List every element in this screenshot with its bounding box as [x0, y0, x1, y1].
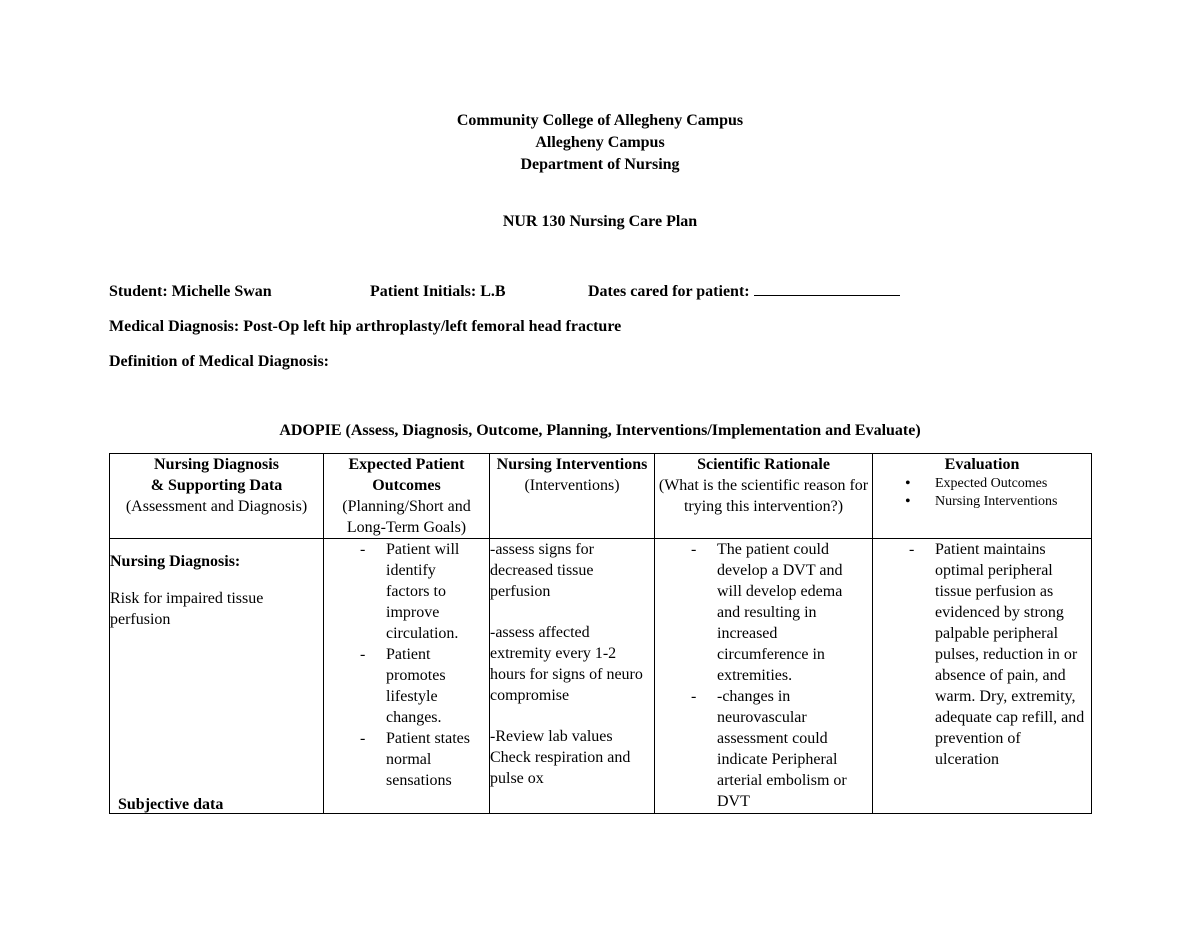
header-sublabel: (What is the scientific reason for trying this intervention?)	[658, 477, 869, 515]
subjective-data-label: Subjective data	[118, 796, 224, 813]
header-nursing-interventions	[490, 454, 655, 539]
college-name: Community College of Allegheny Campus	[456, 112, 744, 129]
list-item: • Expected Outcomes	[905, 475, 1091, 493]
rationale-list	[655, 539, 872, 812]
rationale-cell	[655, 539, 873, 814]
dates-cared-label: Dates cared for patient:	[588, 283, 750, 300]
medical-diagnosis: Medical Diagnosis: Post-Op left hip arthroplasty/left femoral head fracture	[109, 318, 622, 335]
interventions-cell	[490, 539, 655, 814]
header-expected-outcomes	[324, 454, 490, 539]
header-label: Nursing Diagnosis	[154, 456, 279, 473]
table-row	[110, 539, 1092, 814]
header-nursing-diagnosis	[110, 454, 324, 539]
campus-name: Allegheny Campus	[535, 134, 665, 151]
list-item: - Patient promotes lifestyle changes.	[386, 644, 483, 728]
patient-initials: Patient Initials: L.B	[370, 283, 506, 300]
adopie-title: ADOPIE (Assess, Diagnosis, Outcome, Planning, Interventions/Implementation and Evaluate)	[279, 422, 921, 439]
header-scientific-rationale	[655, 454, 873, 539]
list-item: - Patient maintains optimal peripheral tissue perfusion as evidenced by strong palpable peripheral pulses, reduction in or absence of pain, and warm. Dry, extremity, adequate cap refill, and prevention of ulceration	[935, 539, 1085, 770]
dates-cared-field	[588, 281, 900, 303]
evaluation-bullets	[873, 475, 1091, 511]
header-sublabel: (Interventions)	[524, 477, 620, 494]
list-item: -Review lab values Check respiration and pulse ox	[490, 728, 631, 787]
document-header	[0, 110, 1200, 176]
diagnosis-cell	[110, 539, 324, 814]
list-item: • Nursing Interventions	[905, 493, 1091, 511]
header-label: Nursing Interventions	[496, 456, 648, 473]
table-header-row	[110, 454, 1092, 539]
list-item: - The patient could develop a DVT and will develop edema and resulting in increased circumference in extremities.	[717, 539, 866, 686]
care-plan-table	[109, 453, 1092, 814]
evaluation-cell	[873, 539, 1092, 814]
dates-blank-line	[754, 281, 900, 296]
student-name: Student: Michelle Swan	[109, 283, 272, 300]
department-name: Department of Nursing	[520, 156, 680, 173]
header-label: & Supporting Data	[150, 477, 283, 494]
list-item: - Patient will identify factors to improve circulation.	[386, 539, 483, 644]
header-evaluation	[873, 454, 1092, 539]
header-label: Evaluation	[944, 456, 1020, 473]
header-sublabel: (Assessment and Diagnosis)	[125, 498, 308, 515]
diagnosis-title: Nursing Diagnosis:	[110, 553, 241, 570]
list-item: - Patient states normal sensations	[386, 728, 483, 791]
header-label: Scientific Rationale	[697, 456, 830, 473]
course-title: NUR 130 Nursing Care Plan	[502, 213, 698, 230]
header-sublabel: (Planning/Short and Long-Term Goals)	[342, 498, 471, 536]
outcomes-list	[324, 539, 489, 791]
list-item: -assess affected extremity every 1-2 hours for signs of neuro compromise	[490, 624, 643, 704]
list-item: - -changes in neurovascular assessment could indicate Peripheral arterial embolism or DVT	[717, 686, 866, 812]
list-item: -assess signs for decreased tissue perfusion	[490, 541, 594, 600]
definition-label: Definition of Medical Diagnosis:	[109, 353, 329, 370]
header-label: Expected Patient Outcomes	[348, 456, 465, 494]
evaluation-list	[873, 539, 1091, 770]
diagnosis-text: Risk for impaired tissue perfusion	[110, 590, 264, 628]
outcomes-cell	[324, 539, 490, 814]
